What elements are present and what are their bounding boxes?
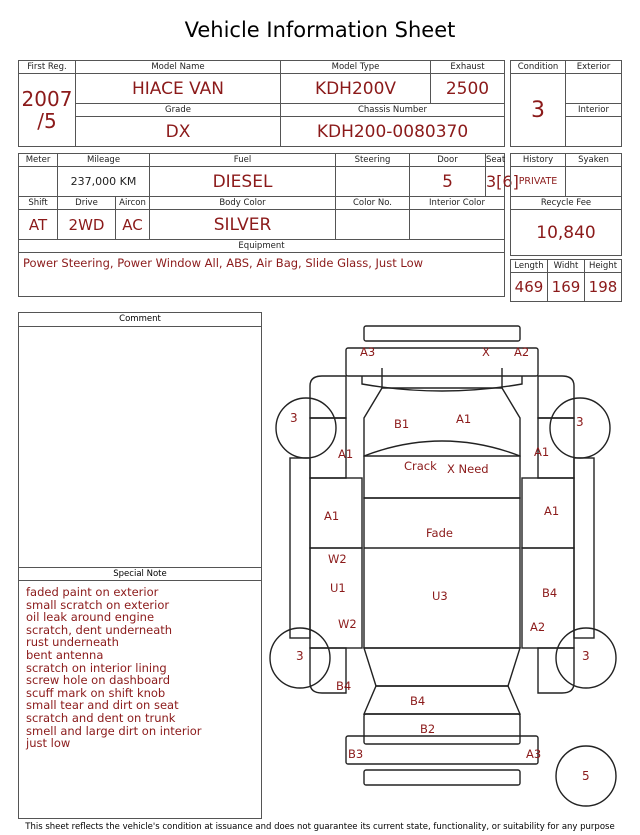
- right-front-fender: [538, 376, 574, 418]
- history-table: [510, 153, 622, 256]
- note-item: screw hole on dashboard: [26, 673, 170, 688]
- page-title: Vehicle Information Sheet: [184, 18, 456, 42]
- dimensions-table: [510, 259, 622, 302]
- model-type-value: KDH200V: [281, 74, 431, 104]
- mark-bumper-rear: B2: [420, 722, 436, 736]
- left-sill: [290, 458, 310, 638]
- mark-front-left-corner: A3: [360, 345, 376, 359]
- rear-bumper-lower: [346, 736, 538, 764]
- syaken-label: Syaken: [566, 154, 622, 167]
- front-bumper-top: [364, 326, 520, 341]
- chassis-value: KDH200-0080370: [281, 117, 505, 147]
- windshield: [364, 441, 520, 498]
- height-label: Height: [585, 260, 622, 273]
- length-label: Length: [511, 260, 548, 273]
- fuel-label: Fuel: [150, 154, 336, 167]
- aircon-label: Aircon: [116, 197, 150, 210]
- recycle-fee-value: 10,840: [511, 210, 622, 256]
- note-item: small tear and dirt on seat: [26, 698, 179, 713]
- note-item: bent antenna: [26, 647, 104, 662]
- interior-label: Interior: [566, 104, 622, 117]
- color-no-label: Color No.: [336, 197, 410, 210]
- mark-rear-left: B4: [336, 679, 352, 693]
- shift-label: Shift: [19, 197, 58, 210]
- interior-value: [566, 117, 622, 147]
- mark-wheel-rear-left: 3: [296, 649, 304, 663]
- shift-value: AT: [19, 210, 58, 240]
- history-label: History: [511, 154, 566, 167]
- drive-value: 2WD: [58, 210, 116, 240]
- front-grille: [362, 376, 522, 391]
- exterior-value: [566, 74, 622, 104]
- first-reg-year: 2007: [21, 87, 73, 111]
- meter-value: [19, 167, 58, 197]
- car-damage-diagram: [270, 318, 620, 818]
- history-value: PRIVATE: [511, 167, 566, 197]
- mark-wheel-front-left: 3: [290, 411, 298, 425]
- model-name-label: Model Name: [76, 61, 281, 74]
- condition-table: [510, 60, 622, 147]
- model-name-value: HIACE VAN: [76, 74, 281, 104]
- note-item: oil leak around engine: [26, 610, 155, 625]
- rear-window: [364, 648, 520, 686]
- mark-fender-left: A1: [338, 447, 354, 461]
- mark-roof-rear: U3: [432, 589, 448, 603]
- mark-fender-right: A1: [534, 445, 550, 459]
- exhaust-label: Exhaust: [431, 61, 505, 74]
- note-item: small scratch on exterior: [26, 597, 170, 612]
- syaken-value: [566, 167, 622, 197]
- mark-wheel-rear-right: 3: [582, 649, 590, 663]
- width-label: Widht: [548, 260, 585, 273]
- grade-value: DX: [76, 117, 281, 147]
- aircon-value: AC: [116, 210, 150, 240]
- height-value: 198: [585, 273, 622, 302]
- rear-gate: [364, 686, 520, 714]
- vehicle-details-table: [18, 153, 519, 297]
- vehicle-basic-table: [18, 60, 505, 147]
- note-item: scuff mark on shift knob: [26, 685, 166, 700]
- mark-wheel-front-right: 3: [576, 415, 584, 429]
- interior-color-label: Interior Color: [410, 197, 505, 210]
- exterior-label: Exterior: [566, 61, 622, 74]
- mileage-value: 237,000 KM: [58, 167, 150, 197]
- seat-label: Seat: [486, 155, 506, 165]
- first-reg-month: /5: [37, 109, 57, 133]
- equipment-label: Equipment: [19, 240, 505, 253]
- left-front-fender: [310, 376, 346, 418]
- steering-label: Steering: [336, 154, 410, 167]
- mark-windshield-crack: Crack: [404, 459, 437, 473]
- first-reg-value: [19, 74, 76, 147]
- mark-door-right-a: A2: [530, 620, 546, 634]
- mark-spare-tire: 5: [582, 769, 590, 783]
- note-item: just low: [26, 736, 71, 751]
- mark-front-right-corner: A2: [514, 345, 530, 359]
- steering-value: [336, 167, 410, 197]
- mark-rear-right-corner: A3: [526, 747, 542, 761]
- mark-door-right-b: B4: [542, 586, 558, 600]
- roof: [364, 498, 520, 648]
- chassis-label: Chassis Number: [281, 104, 505, 117]
- mark-windshield-need: X Need: [447, 462, 489, 476]
- note-item: smell and large dirt on interior: [26, 723, 202, 738]
- mark-door-left-upper: A1: [324, 509, 340, 523]
- note-item: scratch and dent on trunk: [26, 710, 176, 725]
- door-value: 5: [410, 167, 486, 197]
- exhaust-value: 2500: [431, 74, 505, 104]
- first-reg-label: First Reg.: [19, 61, 76, 74]
- comment-box: [18, 312, 262, 819]
- mark-front-x: X: [482, 345, 490, 359]
- mark-door-left-w-lower: W2: [338, 617, 357, 631]
- hood: [364, 388, 520, 456]
- mark-door-right-upper: A1: [544, 504, 560, 518]
- grade-label: Grade: [76, 104, 281, 117]
- disclaimer-footer: This sheet reflects the vehicle's condition at issuance and does not guarantee its current state, functionality, or suitability for any purpose: [25, 822, 615, 832]
- comment-label: Comment: [19, 313, 261, 327]
- body-color-label: Body Color: [150, 197, 336, 210]
- mark-door-left-u: U1: [330, 581, 346, 595]
- rear-step: [364, 770, 520, 785]
- note-item: faded paint on exterior: [26, 585, 159, 599]
- condition-label: Condition: [511, 61, 566, 74]
- door-label: Door: [410, 154, 486, 167]
- fuel-value: DIESEL: [150, 167, 336, 197]
- mileage-label: Mileage: [58, 154, 150, 167]
- width-value: 169: [548, 273, 585, 302]
- equipment-value: Power Steering, Power Window All, ABS, Air Bag, Slide Glass, Just Low: [19, 253, 505, 297]
- note-item: rust underneath: [26, 635, 119, 650]
- wheel-front-left: [276, 398, 336, 458]
- meter-label: Meter: [19, 154, 58, 167]
- mark-hood-right: A1: [456, 412, 472, 426]
- length-value: 469: [511, 273, 548, 302]
- interior-color-value: [410, 210, 505, 240]
- mark-door-left-w: W2: [328, 552, 347, 566]
- mark-roof: Fade: [426, 526, 453, 540]
- seat-value: 3[6]: [486, 167, 505, 197]
- mark-rear-left-corner: B3: [348, 747, 364, 761]
- mark-hood-left: B1: [394, 417, 410, 431]
- model-type-label: Model Type: [281, 61, 431, 74]
- mark-rear-gate: B4: [410, 694, 426, 708]
- color-no-value: [336, 210, 410, 240]
- recycle-fee-label: Recycle Fee: [511, 197, 622, 210]
- body-color-value: SILVER: [150, 210, 336, 240]
- special-notes-list: [26, 586, 202, 750]
- condition-value: 3: [511, 74, 566, 147]
- note-item: scratch, dent underneath: [26, 622, 173, 637]
- note-item: scratch on interior lining: [26, 660, 167, 675]
- right-sill: [574, 458, 594, 638]
- special-note-label: Special Note: [19, 567, 261, 581]
- rear-bumper: [364, 714, 520, 744]
- drive-label: Drive: [58, 197, 116, 210]
